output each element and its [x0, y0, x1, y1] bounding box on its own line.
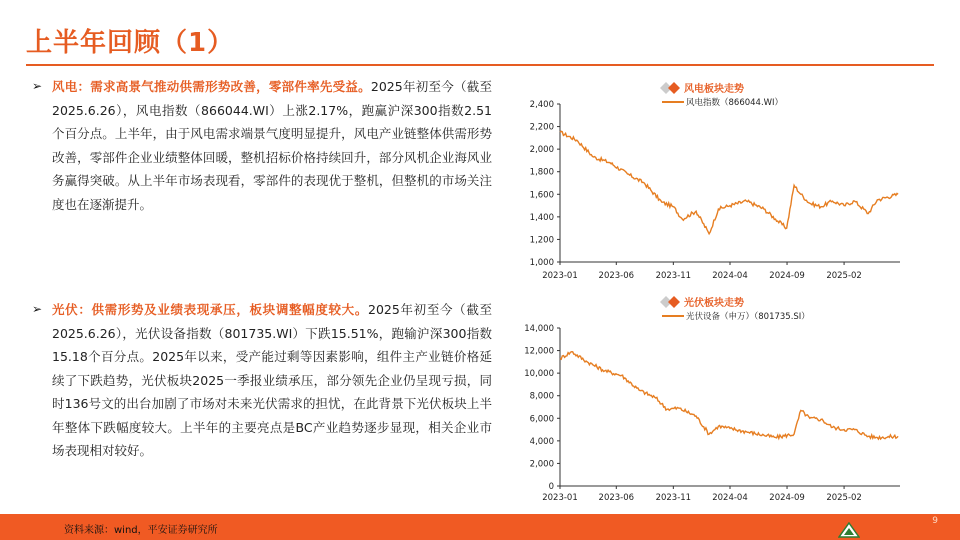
bullet-arrow-icon: ➢ — [32, 302, 43, 316]
x-tick-label: 2024-09 — [769, 493, 805, 503]
bullet-body: 2025年初至今（截至2025.6.26），光伏设备指数（801735.WI）下跌15.51%，跑输沪深300指数15.18个百分点。2025年以来，受产能过剩等因素影响，组件主产业链价格延续了下跌趋势，光伏板块2025一季报业绩承压，部分领先企业仍呈现亏损，同时136号文的出台加剧了市场对未来光伏需求的担忧，在此背景下光伏板块上半年整体下跌幅度较大。上半年的主要亮点是BC产业趋势逐步显现，相关企业市场表现相对较好。 — [52, 302, 492, 458]
y-tick-label: 6,000 — [529, 414, 554, 425]
y-tick-label: 1,800 — [529, 167, 554, 178]
y-tick-label: 1,400 — [529, 212, 554, 223]
bullet-arrow-icon: ➢ — [32, 79, 43, 93]
y-tick-label: 4,000 — [529, 436, 554, 447]
legend-label: 光伏设备（申万）（801735.SI） — [686, 312, 810, 322]
bullet-lead: 光伏：供需形势及业绩表现承压，板块调整幅度较大。 — [52, 302, 369, 317]
y-tick-label: 10,000 — [524, 369, 554, 380]
y-tick-label: 2,000 — [529, 145, 554, 156]
x-tick-label: 2023-06 — [598, 271, 635, 281]
series-line — [560, 131, 898, 234]
bullet-lead: 风电：需求高景气推动供需形势改善，零部件率先受益。 — [52, 79, 371, 94]
y-tick-label: 12,000 — [524, 346, 554, 357]
footer-bar — [0, 514, 960, 540]
chart-title: 光伏板块走势 — [684, 298, 744, 309]
solar-chart — [510, 284, 910, 506]
y-tick-label: 1,200 — [529, 235, 554, 246]
legend-label: 风电指数（866044.WI） — [686, 98, 784, 108]
legend-diamond-orange-icon — [668, 82, 680, 94]
wind-chart — [510, 76, 910, 288]
x-tick-label: 2024-04 — [712, 271, 748, 281]
title-divider — [26, 64, 934, 66]
chart-title: 风电板块走势 — [684, 84, 744, 95]
y-tick-label: 0 — [548, 482, 554, 492]
bullet-wind — [32, 75, 492, 216]
y-tick-label: 1,600 — [529, 190, 554, 201]
bullet-solar — [32, 298, 492, 463]
y-tick-label: 2,400 — [529, 100, 554, 110]
x-tick-label: 2023-06 — [598, 493, 635, 503]
legend-diamond-orange-icon — [668, 296, 680, 308]
x-tick-label: 2023-01 — [542, 493, 578, 503]
x-tick-label: 2024-04 — [712, 493, 748, 503]
y-tick-label: 8,000 — [529, 391, 554, 402]
y-tick-label: 2,200 — [529, 122, 554, 133]
y-tick-label: 14,000 — [524, 324, 554, 334]
x-tick-label: 2025-02 — [826, 271, 862, 281]
x-tick-label: 2024-09 — [769, 271, 805, 281]
y-tick-label: 2,000 — [529, 459, 554, 470]
x-tick-label: 2023-11 — [655, 493, 692, 503]
company-logo-icon — [838, 522, 860, 538]
y-tick-label: 1,000 — [529, 258, 554, 268]
x-tick-label: 2025-02 — [826, 493, 862, 503]
x-tick-label: 2023-11 — [655, 271, 692, 281]
page-number: 9 — [932, 516, 938, 526]
bullet-body: 2025年初至今（截至2025.6.26），风电指数（866044.WI）上涨2.17%，跑赢沪深300指数2.51个百分点。上半年，由于风电需求端景气度明显提升，风电产业链整体供需形势改善，零部件企业业绩整体回暖，整机招标价格持续回升，部分风机企业海风业务赢得突破。从上半年市场表现看，零部件的表现优于整机，但整机的市场关注度也在逐渐提升。 — [52, 79, 492, 212]
page-title: 上半年回顾（1） — [26, 28, 235, 58]
footer-source: 资料来源：wind，平安证券研究所 — [64, 525, 218, 536]
x-tick-label: 2023-01 — [542, 271, 578, 281]
series-line — [560, 352, 898, 439]
